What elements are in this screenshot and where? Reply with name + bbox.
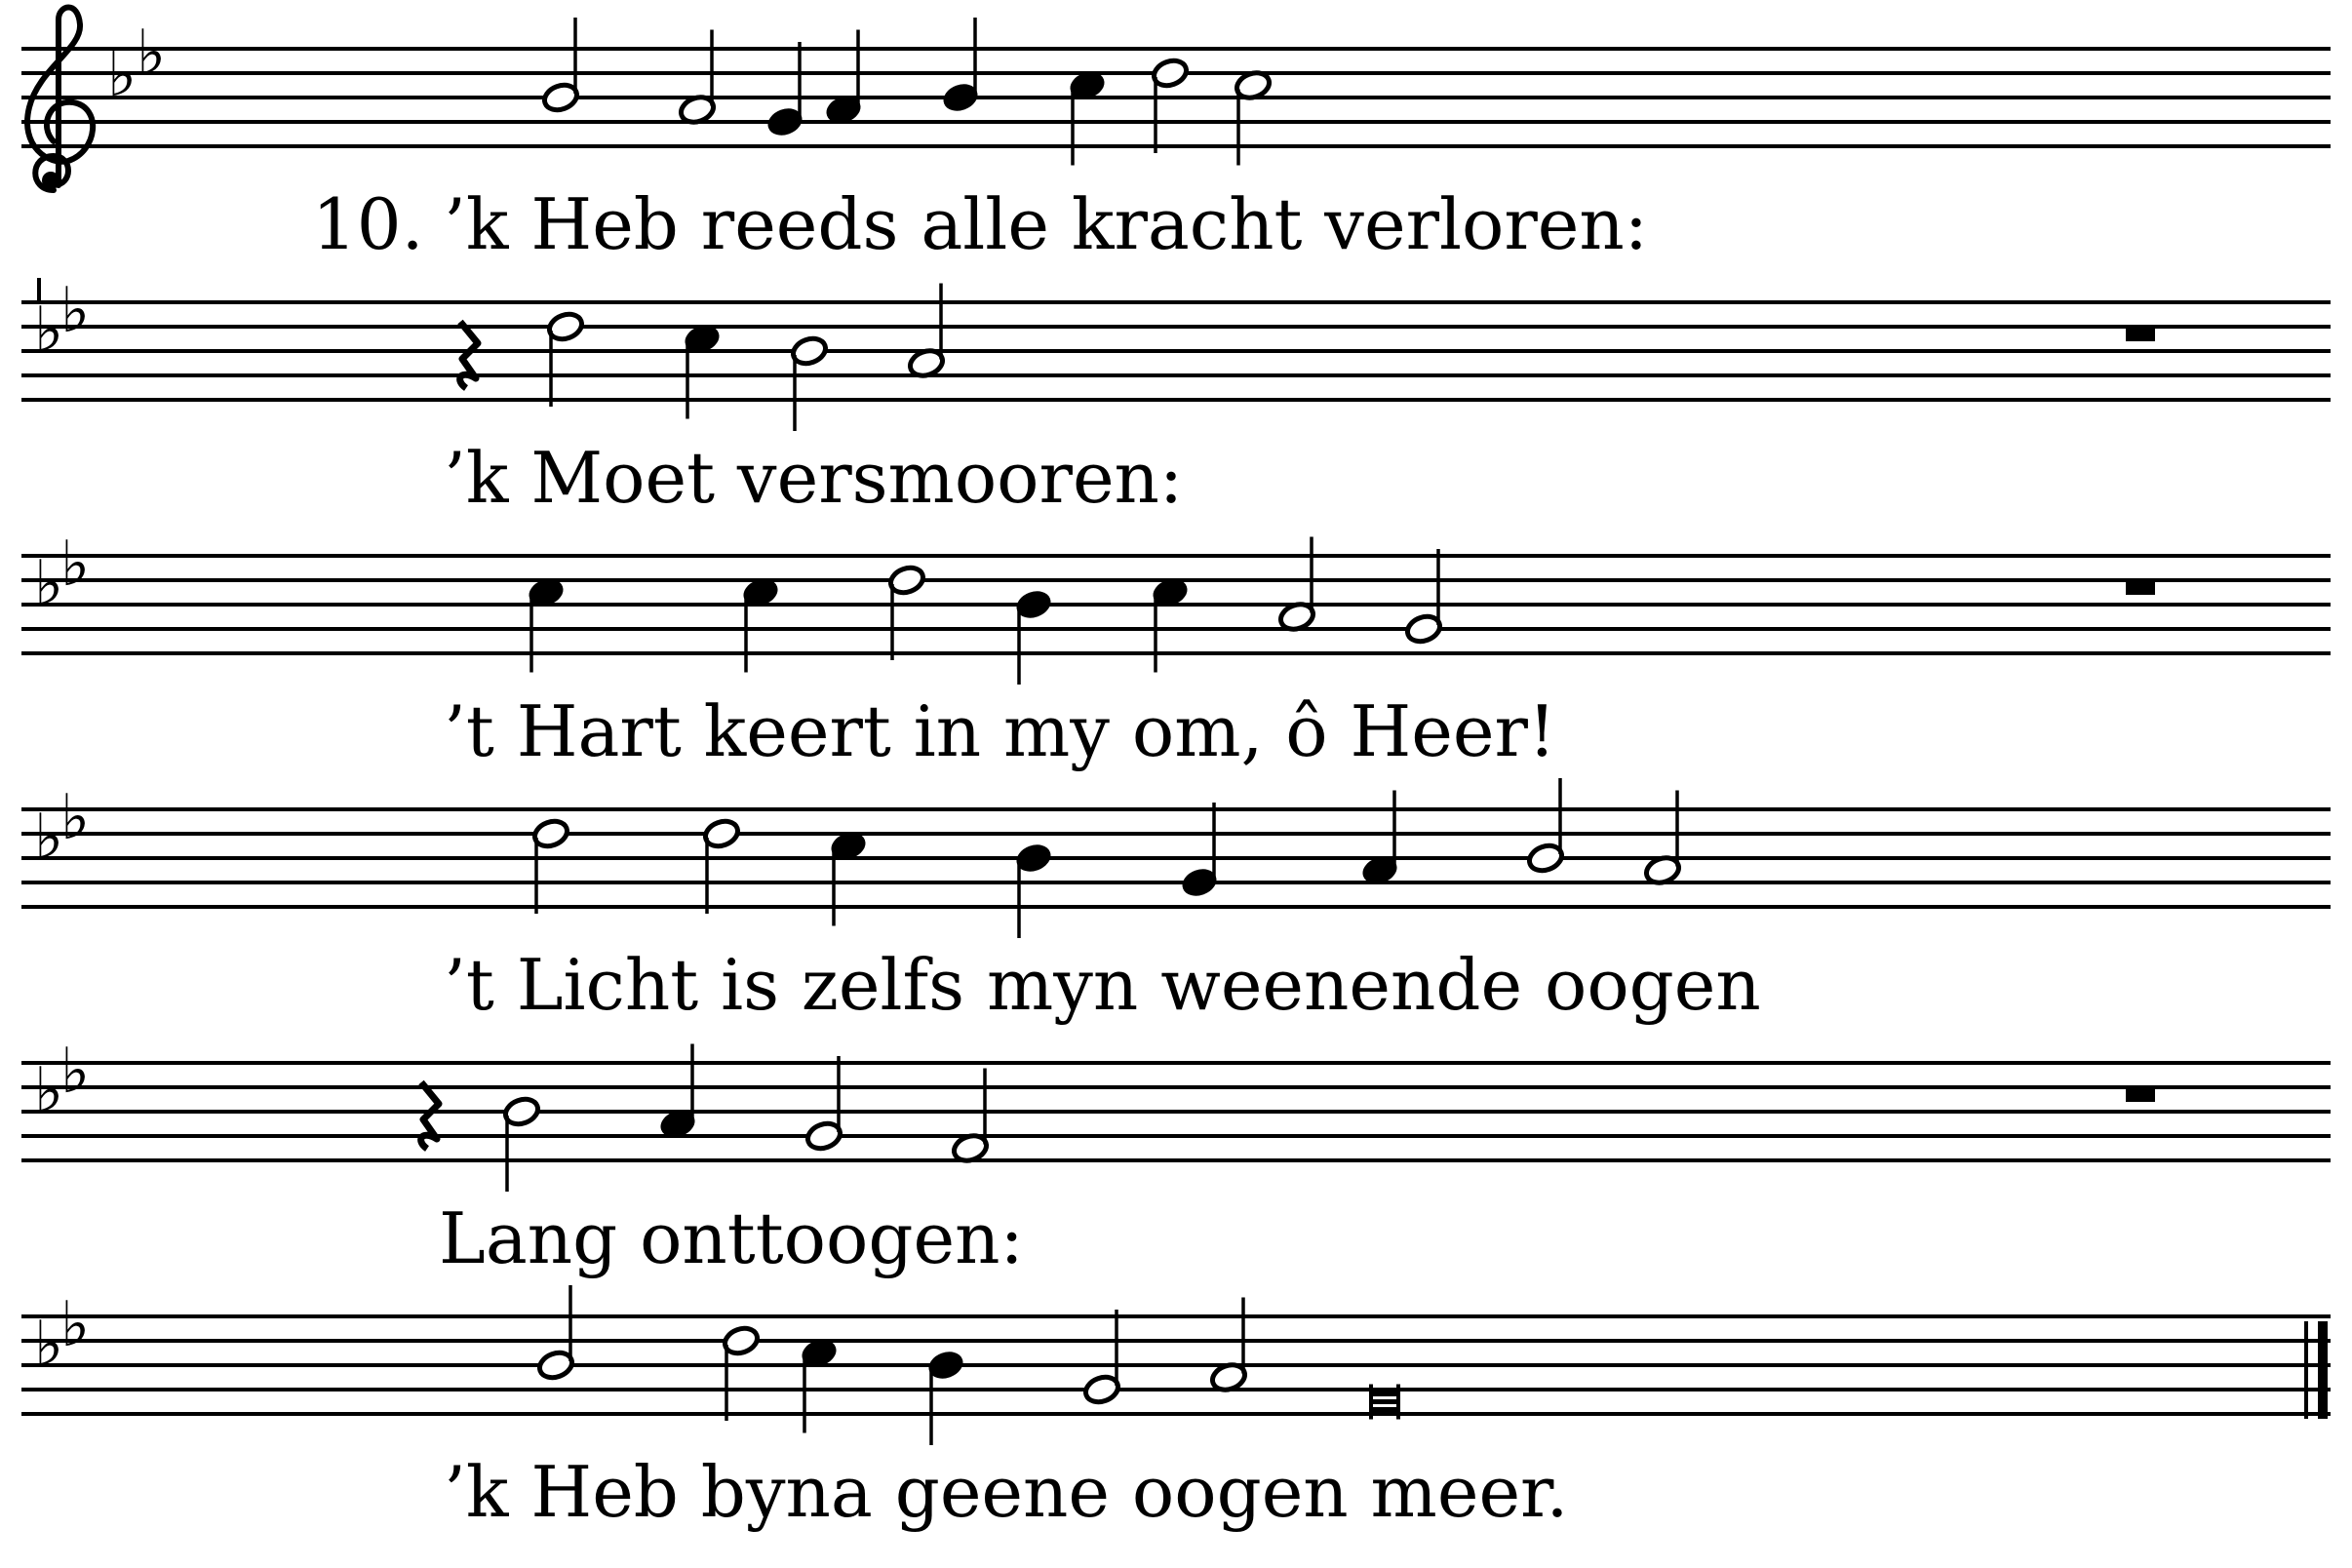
staff-lines bbox=[21, 1063, 2331, 1160]
key-flat-e: ♭ bbox=[137, 18, 167, 90]
system-4 bbox=[21, 778, 2331, 1026]
verse-number: 10. bbox=[312, 183, 424, 265]
key-flat-e: ♭ bbox=[60, 1289, 91, 1361]
key-flat-e: ♭ bbox=[60, 782, 91, 854]
staff-lines bbox=[21, 302, 2331, 400]
system-2 bbox=[21, 275, 2331, 519]
whole-rest bbox=[2126, 1089, 2155, 1102]
key-flat-b: ♭ bbox=[107, 39, 137, 111]
key-flat-e: ♭ bbox=[60, 529, 91, 601]
whole-rest bbox=[2126, 329, 2155, 341]
key-flat-e: ♭ bbox=[60, 1036, 91, 1108]
quarter-rest bbox=[460, 322, 478, 388]
staff-lines bbox=[21, 556, 2331, 653]
notes bbox=[541, 18, 1273, 166]
notes bbox=[527, 537, 2155, 686]
staff-lines bbox=[21, 1316, 2331, 1414]
system-1 bbox=[21, 8, 2331, 266]
lyric-line-5: Lang onttoogen: bbox=[439, 1197, 1024, 1279]
key-flat-b: ♭ bbox=[34, 1309, 64, 1381]
key-flat-b: ♭ bbox=[34, 802, 64, 874]
lyric-line-2: ’k Moet versmooren: bbox=[444, 437, 1184, 519]
key-flat-b: ♭ bbox=[34, 294, 64, 367]
system-5 bbox=[21, 1036, 2331, 1279]
lyric-line-3: ’t Hart keert in my om, ô Heer! bbox=[444, 690, 1556, 772]
lyric-line-1: ’k Heb reeds alle kracht verloren: bbox=[444, 183, 1649, 265]
key-flat-b: ♭ bbox=[34, 1055, 64, 1127]
whole-rest bbox=[2126, 582, 2155, 595]
key-flat-b: ♭ bbox=[34, 548, 64, 620]
notes bbox=[460, 284, 2155, 432]
notes bbox=[421, 1044, 2155, 1193]
staff-lines bbox=[21, 809, 2331, 907]
lyric-line-4: ’t Licht is zelfs myn weenende oogen bbox=[444, 944, 1761, 1026]
system-3 bbox=[21, 529, 2331, 772]
system-6 bbox=[21, 1285, 2331, 1533]
lyric-line-6: ’k Heb byna geene oogen meer. bbox=[444, 1451, 1569, 1533]
key-flat-e: ♭ bbox=[60, 275, 91, 347]
quarter-rest bbox=[421, 1082, 439, 1149]
